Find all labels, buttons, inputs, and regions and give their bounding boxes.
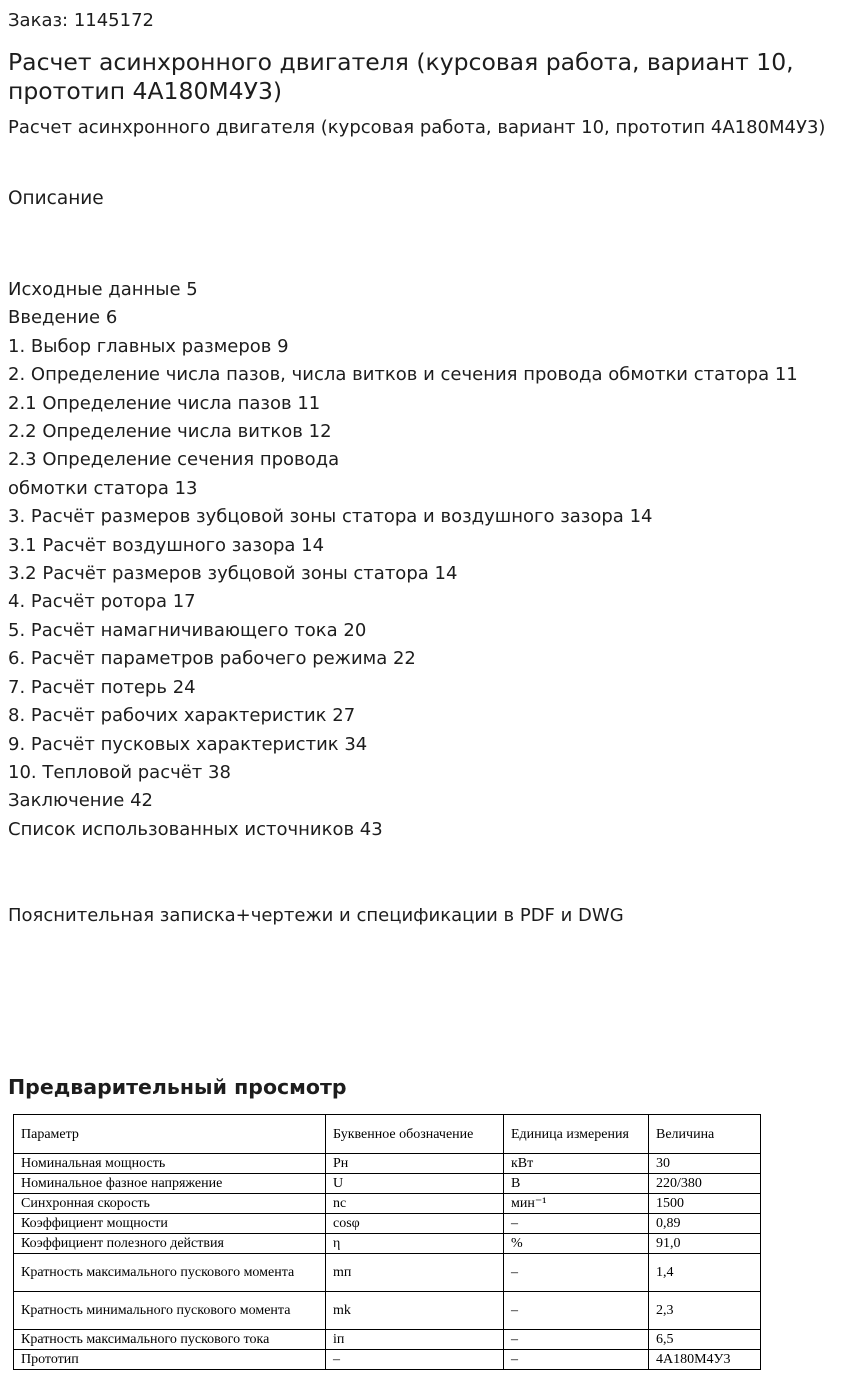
unit-cell: кВт: [504, 1154, 649, 1174]
table-row: [14, 1330, 761, 1350]
toc-item: 3.1 Расчёт воздушного зазора 14: [8, 534, 325, 556]
table-row: [14, 1214, 761, 1234]
toc-item: 10. Тепловой расчёт 38: [8, 761, 231, 783]
value-cell: 220/380: [649, 1174, 761, 1194]
value-cell: 1,4: [649, 1254, 761, 1292]
table-header-row: [14, 1115, 761, 1154]
header-cell: Буквенное обозначение: [326, 1115, 504, 1154]
toc-item: обмотки статора 13: [8, 477, 198, 499]
table-row: [14, 1292, 761, 1330]
unit-cell: –: [504, 1292, 649, 1330]
toc-item: 8. Расчёт рабочих характеристик 27: [8, 705, 356, 727]
parameters-table: [13, 1114, 761, 1370]
param-cell: Кратность минимального пускового момента: [14, 1292, 326, 1330]
subtitle: Расчет асинхронного двигателя (курсовая работа, вариант 10, прототип 4А180М4У3): [8, 117, 826, 138]
value-cell: 6,5: [649, 1330, 761, 1350]
table-row: [14, 1254, 761, 1292]
param-cell: Синхронная скорость: [14, 1194, 326, 1214]
value-cell: 91,0: [649, 1234, 761, 1254]
unit-cell: –: [504, 1214, 649, 1234]
table-row: [14, 1194, 761, 1214]
param-cell: Кратность максимального пускового тока: [14, 1330, 326, 1350]
toc-item: 4. Расчёт ротора 17: [8, 591, 196, 613]
symbol-cell: –: [326, 1350, 504, 1370]
toc-item: 9. Расчёт пусковых характеристик 34: [8, 733, 368, 755]
toc-item: 2. Определение числа пазов, числа витков и сечения провода обмотки статора 11: [8, 364, 798, 386]
toc-item: 3. Расчёт размеров зубцовой зоны статора и воздушного зазора 14: [8, 506, 653, 528]
header-cell: Величина: [649, 1115, 761, 1154]
unit-cell: В: [504, 1174, 649, 1194]
unit-cell: –: [504, 1350, 649, 1370]
symbol-cell: mk: [326, 1292, 504, 1330]
symbol-cell: Pн: [326, 1154, 504, 1174]
unit-cell: –: [504, 1330, 649, 1350]
value-cell: 1500: [649, 1194, 761, 1214]
value-cell: 2,3: [649, 1292, 761, 1330]
toc-item: 2.3 Определение сечения провода: [8, 449, 340, 471]
value-cell: 4А180М4У3: [649, 1350, 761, 1370]
toc-item: 3.2 Расчёт размеров зубцовой зоны статора 14: [8, 563, 458, 585]
toc-item: 2.2 Определение числа витков 12: [8, 421, 332, 443]
unit-cell: мин⁻¹: [504, 1194, 649, 1214]
value-cell: 30: [649, 1154, 761, 1174]
order-number: Заказ: 1145172: [8, 10, 154, 31]
param-cell: Кратность максимального пускового момента: [14, 1254, 326, 1292]
toc-item: 7. Расчёт потерь 24: [8, 676, 196, 698]
preview-heading: Предварительный просмотр: [8, 1075, 347, 1099]
param-cell: Номинальная мощность: [14, 1154, 326, 1174]
toc-item: Список использованных источников 43: [8, 818, 383, 840]
param-cell: Прототип: [14, 1350, 326, 1370]
param-cell: Коэффициент полезного действия: [14, 1234, 326, 1254]
table-row: [14, 1234, 761, 1254]
description-heading: Описание: [8, 188, 104, 209]
param-cell: Номинальное фазное напряжение: [14, 1174, 326, 1194]
unit-cell: –: [504, 1254, 649, 1292]
header-cell: Параметр: [14, 1115, 326, 1154]
toc-item: Исходные данные 5: [8, 279, 198, 300]
toc-item: Введение 6: [8, 307, 118, 329]
table-of-contents: [8, 276, 838, 844]
page-title: Расчет асинхронного двигателя (курсовая работа, вариант 10, прототип 4А180М4У3): [8, 48, 794, 105]
table-row: [14, 1174, 761, 1194]
symbol-cell: mп: [326, 1254, 504, 1292]
symbol-cell: nc: [326, 1194, 504, 1214]
param-cell: Коэффициент мощности: [14, 1214, 326, 1234]
table-row: [14, 1154, 761, 1174]
symbol-cell: U: [326, 1174, 504, 1194]
files-note: Пояснительная записка+чертежи и спецификации в PDF и DWG: [8, 905, 624, 926]
toc-item: 6. Расчёт параметров рабочего режима 22: [8, 648, 416, 670]
toc-item: 5. Расчёт намагничивающего тока 20: [8, 619, 367, 641]
toc-item: 1. Выбор главных размеров 9: [8, 335, 289, 357]
toc-item: 2.1 Определение числа пазов 11: [8, 392, 321, 414]
toc-item: Заключение 42: [8, 790, 153, 812]
value-cell: 0,89: [649, 1214, 761, 1234]
symbol-cell: η: [326, 1234, 504, 1254]
header-cell: Единица измерения: [504, 1115, 649, 1154]
symbol-cell: cosφ: [326, 1214, 504, 1234]
unit-cell: %: [504, 1234, 649, 1254]
table-row: [14, 1350, 761, 1370]
symbol-cell: iп: [326, 1330, 504, 1350]
